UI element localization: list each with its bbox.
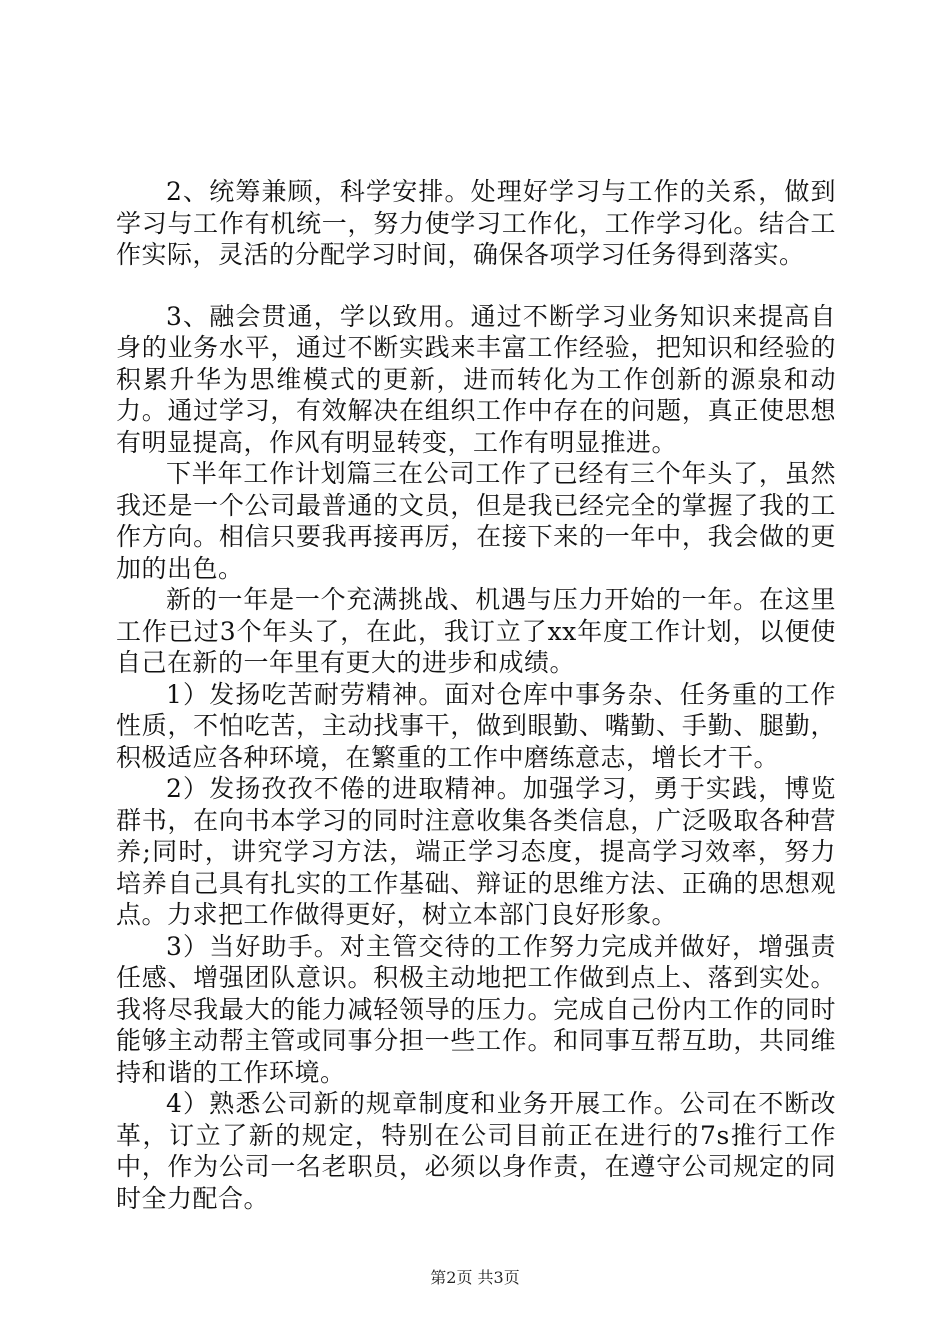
- page-number: 第2页 共3页: [430, 1268, 520, 1287]
- paragraph-plan-intro: 下半年工作计划篇三在公司工作了已经有三个年头了，虽然我还是一个公司最普通的文员，但是我已经完全的掌握了我的工作方向。相信只要我再接再厉，在接下来的一年中，我会做的更加的出色。: [116, 459, 836, 583]
- paragraph-item-3: 3）当好助手。对主管交待的工作努力完成并做好，增强责任感、增强团队意识。积极主动地把工作做到点上、落到实处。我将尽我最大的能力减轻领导的压力。完成自己份内工作的同时能够主动帮主管或同事分担一些工作。和同事互帮互助，共同维持和谐的工作环境。: [116, 931, 836, 1087]
- paragraph-spacer: [116, 271, 836, 301]
- paragraph-item-4: 4）熟悉公司新的规章制度和业务开展工作。公司在不断改革，订立了新的规定，特别在公司目前正在进行的7s推行工作中，作为公司一名老职员，必须以身作责，在遵守公司规定的同时全力配合。: [116, 1089, 836, 1213]
- paragraph-new-year: 新的一年是一个充满挑战、机遇与压力开始的一年。在这里工作已过3个年头了，在此，我订立了xx年度工作计划，以便使自己在新的一年里有更大的进步和成绩。: [116, 585, 836, 677]
- paragraph-item-2: 2）发扬孜孜不倦的进取精神。加强学习，勇于实践，博览群书，在向书本学习的同时注意收集各类信息，广泛吸取各种营养;同时，讲究学习方法，端正学习态度，提高学习效率，努力培养自己具有扎实的工作基础、辩证的思维方法、正确的思想观点。力求把工作做得更好，树立本部门良好形象。: [116, 774, 836, 929]
- paragraph-item-1: 1）发扬吃苦耐劳精神。面对仓库中事务杂、任务重的工作性质，不怕吃苦，主动找事干，做到眼勤、嘴勤、手勤、腿勤，积极适应各种环境，在繁重的工作中磨练意志，增长才干。: [116, 679, 836, 772]
- paragraph-integration: 3、融会贯通，学以致用。通过不断学习业务知识来提高自身的业务水平，通过不断实践来丰富工作经验，把知识和经验的积累升华为思维模式的更新，进而转化为工作创新的源泉和动力。通过学习，有效解决在组织工作中存在的问题，真正使思想有明显提高，作风有明显转变，工作有明显推进。: [116, 301, 836, 457]
- paragraph-coordination: 2、统筹兼顾，科学安排。处理好学习与工作的关系，做到学习与工作有机统一，努力使学习工作化，工作学习化。结合工作实际，灵活的分配学习时间，确保各项学习任务得到落实。: [116, 177, 836, 269]
- document-body: [116, 176, 836, 1214]
